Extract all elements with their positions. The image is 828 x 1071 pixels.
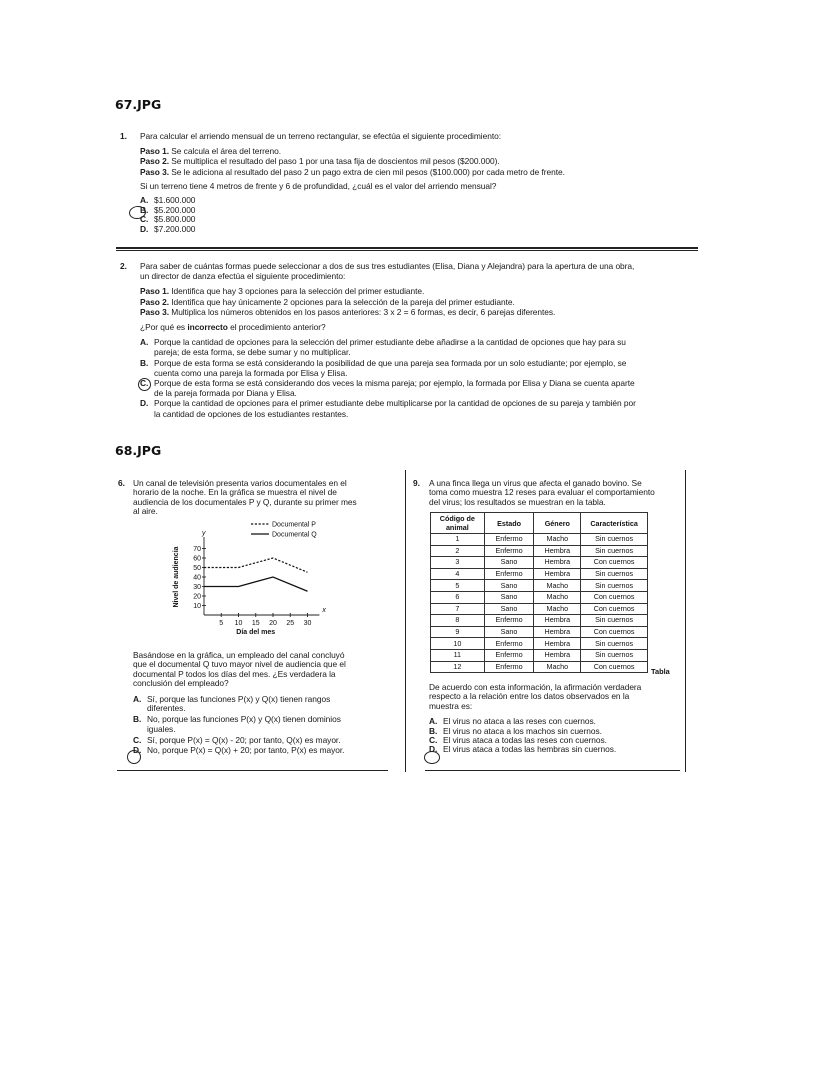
y-tick-label: 20	[193, 593, 201, 601]
option-text: Porque de esta forma se está considerando dos veces la misma pareja; por ejemplo, la formada por Elisa y Diana se cuenta aparte	[154, 378, 635, 389]
step-text: Se le adiciona al resultado del paso 2 un pago extra de cien mil pesos ($100.000) por cada metro de frente.	[171, 166, 565, 177]
step-text: Identifica que hay 3 opciones para la selección del primer estudiante.	[171, 286, 425, 297]
question-stem-continued: un director de danza efectúa el siguiente procedimiento:	[140, 271, 346, 282]
conclusion-line: documental P todos los días del mes. ¿Es verdadera la	[133, 668, 336, 679]
steps-list	[140, 146, 720, 177]
table-row	[431, 649, 648, 661]
table-row	[431, 603, 648, 615]
option-letter: A.	[133, 693, 142, 704]
table-header-row	[431, 513, 648, 534]
table-cell: 9	[431, 626, 485, 638]
options-list	[140, 337, 720, 419]
step-label: Paso 3.	[140, 166, 169, 177]
conclusion-line: conclusión del empleado?	[133, 678, 229, 689]
option-letter: B.	[140, 357, 149, 368]
option-letter: B.	[133, 714, 142, 725]
y-axis-title: Nivel de audiencia	[173, 546, 180, 608]
option-text: diferentes.	[147, 703, 186, 714]
table-cell: Macho	[534, 534, 581, 546]
stem-line: Un canal de televisión presenta varios documentales en el	[133, 478, 347, 488]
table-cell: Macho	[534, 580, 581, 592]
table-row	[431, 591, 648, 603]
x-tick-label: 20	[269, 620, 277, 627]
table-cell: Macho	[534, 591, 581, 603]
table-cell: Sano	[484, 580, 534, 592]
prompt-emphasis: incorrecto	[187, 322, 228, 333]
y-tick-label: 70	[193, 545, 201, 553]
option-letter: A.	[429, 716, 438, 727]
table-cell: Sin cuernos	[581, 545, 648, 557]
option-letter: C.	[429, 735, 438, 746]
y-tick-label: 10	[193, 602, 201, 610]
option-text: $5.800.000	[154, 214, 196, 225]
option-letter: A.	[140, 337, 149, 348]
step-label: Paso 2.	[140, 296, 169, 307]
y-tick-label: 40	[193, 574, 201, 582]
column-header: Género	[534, 513, 581, 534]
table-cell: Enfermo	[484, 545, 534, 557]
table-cell: Sin cuernos	[581, 534, 648, 546]
table-cell: Hembra	[534, 649, 581, 661]
table-row	[431, 638, 648, 650]
table-cell: 2	[431, 545, 485, 557]
stem-line: audiencia de los documentales P y Q, durante su primer mes	[133, 496, 357, 507]
table-cell: Con cuernos	[581, 591, 648, 603]
table-caption: Tabla	[651, 667, 670, 676]
table-cell: 5	[431, 580, 485, 592]
table-cell: 7	[431, 603, 485, 615]
question-prompt	[140, 322, 720, 332]
table-cell: 6	[431, 591, 485, 603]
table-row	[431, 545, 648, 557]
table-cell: Sin cuernos	[581, 615, 648, 627]
y-axis-letter: y	[202, 530, 206, 537]
table-cell: Sano	[484, 557, 534, 569]
question-6-conclusion	[133, 651, 385, 755]
legend-label: Documental Q	[272, 531, 317, 539]
option-text: $1.600.000	[154, 195, 196, 206]
question-9-followup	[429, 683, 684, 755]
table-cell: Hembra	[534, 568, 581, 580]
series-line-q	[204, 577, 308, 591]
option-text: No, porque las funciones P(x) y Q(x) tienen dominios	[147, 714, 341, 725]
table-cell: 8	[431, 615, 485, 627]
option-text: Porque de esta forma se está considerando la posibilidad de que una pareja sea formada por un solo estudiante; por ejemplo, se	[154, 357, 627, 368]
table-cell: Con cuernos	[581, 661, 648, 673]
option-text: El virus no ataca a las reses con cuernos.	[443, 716, 596, 727]
cattle-table	[430, 512, 648, 673]
followup-line: De acuerdo con esta información, la afirmación verdadera	[429, 682, 642, 692]
x-tick-label: 10	[234, 620, 243, 627]
question-number: 2.	[120, 261, 127, 271]
conclusion-line: que el documental Q tuvo mayor nivel de audiencia que el	[133, 659, 346, 670]
legend-label: Documental P	[272, 521, 316, 529]
question-number: 1.	[120, 131, 127, 141]
table-cell: Macho	[534, 661, 581, 673]
section-heading-68: 68.JPG	[115, 443, 162, 458]
option-text: El virus ataca a todas las hembras sin cuernos.	[443, 744, 617, 755]
stem-line: al aire.	[133, 506, 158, 517]
question-number: 6.	[118, 478, 125, 488]
answer-circle-mark	[127, 750, 141, 764]
option-text: Sí, porque P(x) = Q(x) - 20; por tanto, Q(x) es mayor.	[147, 735, 341, 746]
table-cell: Sin cuernos	[581, 638, 648, 650]
table-row	[431, 534, 648, 546]
step-label: Paso 1.	[140, 286, 169, 297]
step-text: Multiplica los números obtenidos en los pasos anteriores: 3 x 2 = 6 formas, es decir, 6 parejas diferentes.	[171, 306, 556, 317]
option-letter: C.	[133, 735, 142, 746]
table-cell: Sin cuernos	[581, 568, 648, 580]
prompt-text: el procedimiento anterior?	[227, 322, 326, 333]
option-text: pareja; de esta forma, se debe sumar y no multiplicar.	[154, 347, 351, 358]
question-number: 9.	[413, 478, 420, 488]
question-prompt: Si un terreno tiene 4 metros de frente y 6 de profundidad, ¿cuál es el valor del arriendo mensual?	[140, 180, 497, 191]
steps-list	[140, 286, 720, 317]
options-list	[133, 695, 385, 755]
question-6	[118, 479, 386, 517]
option-text: de la pareja formada por Diana y Elisa.	[154, 388, 297, 399]
y-tick-label: 60	[193, 555, 201, 563]
option-letter: D.	[140, 223, 149, 234]
prompt-text: ¿Por qué es	[140, 322, 188, 333]
table-cell: Sano	[484, 626, 534, 638]
bottom-rule	[425, 770, 680, 771]
option-text: la cantidad de opciones de los estudiantes restantes.	[154, 408, 349, 419]
options-list	[140, 196, 720, 234]
table-row	[431, 661, 648, 673]
table-cell: Hembra	[534, 615, 581, 627]
step-label: Paso 1.	[140, 146, 169, 157]
option-text: El virus ataca a todas las reses con cuernos.	[443, 735, 607, 746]
option-text: $5.200.000	[154, 204, 196, 215]
stem-line: A una finca llega un virus que afecta el ganado bovino. Se	[429, 478, 642, 488]
x-tick-label: 15	[251, 620, 260, 627]
y-tick-label: 50	[193, 564, 201, 572]
step-text: Se calcula el área del terreno.	[171, 146, 281, 157]
option-letter: D.	[133, 744, 142, 755]
question-1	[120, 131, 720, 234]
option-text: Porque la cantidad de opciones para el primer estudiante debe multiplicarse por la cantidad de opciones de su pareja y también por	[154, 398, 636, 409]
column-divider	[405, 470, 406, 772]
table-cell: 1	[431, 534, 485, 546]
answer-circle-mark	[424, 751, 440, 764]
option-letter: C.	[140, 378, 149, 389]
option-letter: B.	[429, 725, 438, 736]
x-axis-title: Día del mes	[236, 629, 276, 636]
table-row	[431, 557, 648, 569]
answer-circle-mark	[138, 378, 151, 391]
table-cell: Hembra	[534, 557, 581, 569]
table-cell: Sin cuernos	[581, 580, 648, 592]
conclusion-line: Basándose en la gráfica, un empleado del canal concluyó	[133, 650, 345, 660]
option-text: cuenta como una pareja la formada por Elisa y Elisa.	[154, 367, 348, 378]
table-cell: Hembra	[534, 638, 581, 650]
option-letter: B.	[140, 204, 149, 215]
option-text: $7.200.000	[154, 223, 196, 234]
x-tick-label: 25	[286, 620, 295, 627]
audience-line-chart	[165, 518, 345, 643]
table-cell: Sin cuernos	[581, 649, 648, 661]
option-letter: A.	[140, 195, 149, 206]
bottom-rule	[117, 770, 388, 771]
table-cell: Hembra	[534, 626, 581, 638]
x-tick-label: 5	[219, 620, 224, 627]
table-cell: Sano	[484, 591, 534, 603]
table-cell: 4	[431, 568, 485, 580]
table-cell: 12	[431, 661, 485, 673]
table-cell: Enfermo	[484, 661, 534, 673]
option-text: No, porque P(x) = Q(x) + 20; por tanto, P(x) es mayor.	[147, 744, 345, 755]
table-cell: 11	[431, 649, 485, 661]
table-cell: Sano	[484, 603, 534, 615]
table-row	[431, 615, 648, 627]
table-row	[431, 568, 648, 580]
table-cell: Con cuernos	[581, 557, 648, 569]
table-cell: Enfermo	[484, 638, 534, 650]
options-list	[429, 717, 684, 755]
option-text: Porque la cantidad de opciones para la selección del primer estudiante debe añadirse a la cantidad de opciones que hay para su	[154, 337, 626, 348]
option-text: El virus no ataca a los machos sin cuernos.	[443, 725, 602, 736]
table-cell: Enfermo	[484, 568, 534, 580]
option-letter: D.	[429, 744, 438, 755]
table-row	[431, 626, 648, 638]
question-stem: Para calcular el arriendo mensual de un terreno rectangular, se efectúa el siguiente procedimiento:	[140, 131, 501, 141]
option-text: iguales.	[147, 723, 176, 734]
option-letter: D.	[140, 398, 149, 409]
divider-line	[116, 250, 698, 251]
table-row	[431, 580, 648, 592]
stem-line: toma como muestra 12 reses para evaluar el comportamiento	[429, 487, 655, 498]
table-cell: Enfermo	[484, 615, 534, 627]
column-divider	[685, 470, 686, 772]
question-2	[120, 261, 720, 419]
step-label: Paso 3.	[140, 306, 169, 317]
question-9	[413, 479, 683, 507]
stem-line: del virus; los resultados se muestran en la tabla.	[429, 496, 606, 507]
table-cell: Con cuernos	[581, 603, 648, 615]
table-cell: Enfermo	[484, 534, 534, 546]
followup-line: muestra es:	[429, 700, 473, 711]
column-header: Código de animal	[431, 513, 485, 534]
x-axis-letter: x	[322, 607, 326, 614]
step-text: Identifica que hay únicamente 2 opciones para la selección de la pareja del primer estudiante.	[171, 296, 515, 307]
option-letter: C.	[140, 214, 149, 225]
y-tick-label: 30	[193, 583, 201, 591]
table-cell: 3	[431, 557, 485, 569]
section-heading-67: 67.JPG	[115, 97, 162, 112]
question-stem: Para saber de cuántas formas puede seleccionar a dos de sus tres estudiantes (Elisa, Diana y Alejandra) para la apertura de una obra,	[140, 261, 635, 271]
table-cell: Hembra	[534, 545, 581, 557]
table-cell: Con cuernos	[581, 626, 648, 638]
table-cell: 10	[431, 638, 485, 650]
table-cell: Macho	[534, 603, 581, 615]
x-tick-label: 30	[303, 620, 312, 627]
divider-line	[116, 247, 698, 249]
series-line-p	[204, 558, 308, 572]
stem-line: horario de la noche. En la gráfica se muestra el nivel de	[133, 487, 337, 498]
table-cell: Enfermo	[484, 649, 534, 661]
column-header: Característica	[581, 513, 648, 534]
step-label: Paso 2.	[140, 156, 169, 167]
column-header: Estado	[484, 513, 534, 534]
followup-line: respecto a la relación entre los datos observados en la	[429, 691, 630, 702]
option-text: Sí, porque las funciones P(x) y Q(x) tienen rangos	[147, 693, 331, 704]
step-text: Se multiplica el resultado del paso 1 por una tasa fija de doscientos mil pesos ($200.000).	[171, 156, 500, 167]
